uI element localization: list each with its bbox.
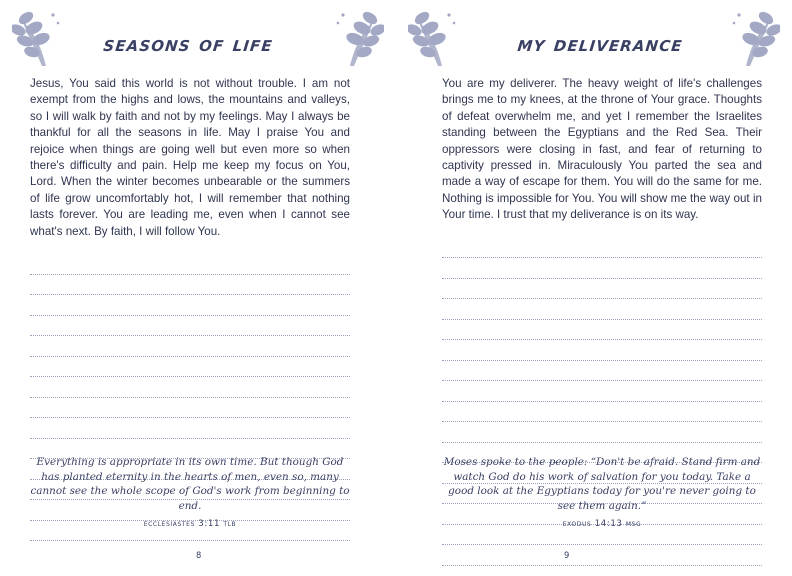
writing-line[interactable] — [442, 299, 762, 320]
writing-line[interactable] — [30, 316, 350, 337]
scripture-quote — [30, 455, 350, 532]
writing-line[interactable] — [30, 418, 350, 439]
prayer-body: Jesus, You said this world is not without trouble. I am not exempt from the highs and lows, the mountains and valleys, so I will walk by faith and not by my feelings. May I always be thankful for all the seasons in life. May I praise You and rejoice when things are going well but even more so when there's difficulty and pain. Help me keep my focus on You, Lord. When the winter becomes unbearable or the summers of life grow uncomfortably hot, I will remember that nothing lasts forever. You are leading me, even when I cannot see what's next. By faith, I will follow You. — [30, 77, 350, 238]
writing-line[interactable] — [442, 238, 762, 259]
writing-line[interactable] — [30, 275, 350, 296]
page-number: 8 — [196, 550, 202, 560]
writing-line[interactable] — [442, 381, 762, 402]
writing-line[interactable] — [442, 340, 762, 361]
page-title: seasons of life — [102, 32, 275, 56]
writing-line[interactable] — [30, 254, 350, 275]
scripture-quote — [442, 455, 762, 532]
writing-line[interactable] — [442, 361, 762, 382]
page-right — [396, 0, 792, 576]
prayer-body: You are my deliverer. The heavy weight of life's challenges brings me to my knees, at the throne of Your grace. Thoughts of defeat overwhelm me, and yet I remember the Israelites standing between the Egyptians and the Red Sea. Their oppressors were closing in fast, and fear of returning to captivity pressed in. Miraculously You parted the sea and made a way of escape for them. You will do the same for me. Nothing is impossible for You. You will show me the way out in Your time. I trust that my deliverance is on its way. — [442, 77, 762, 222]
page-number: 9 — [564, 550, 570, 560]
scripture-reference: exodus 14:13 msg — [562, 519, 642, 530]
scripture-text: Moses spoke to the people: “Don't be afraid. Stand firm and watch God do his work of salvation for you today. Take a good look at the Egyptians today for you're never going to see them again.” — [443, 456, 761, 512]
writing-line[interactable] — [442, 258, 762, 279]
writing-line[interactable] — [442, 402, 762, 423]
scripture-reference: ecclesiastes 3:11 tlb — [143, 519, 237, 530]
writing-line[interactable] — [442, 279, 762, 300]
scripture-text: Everything is appropriate in its own time. But though God has planted eternity in the hearts of men, even so, many cannot see the whole scope of God's work from beginning to end. — [30, 456, 350, 512]
writing-line[interactable] — [442, 422, 762, 443]
writing-line[interactable] — [30, 357, 350, 378]
writing-line[interactable] — [30, 295, 350, 316]
writing-line[interactable] — [30, 377, 350, 398]
writing-line[interactable] — [30, 336, 350, 357]
writing-line[interactable] — [442, 545, 762, 566]
writing-line[interactable] — [442, 320, 762, 341]
writing-line[interactable] — [30, 398, 350, 419]
page-title: my deliverance — [516, 32, 685, 56]
